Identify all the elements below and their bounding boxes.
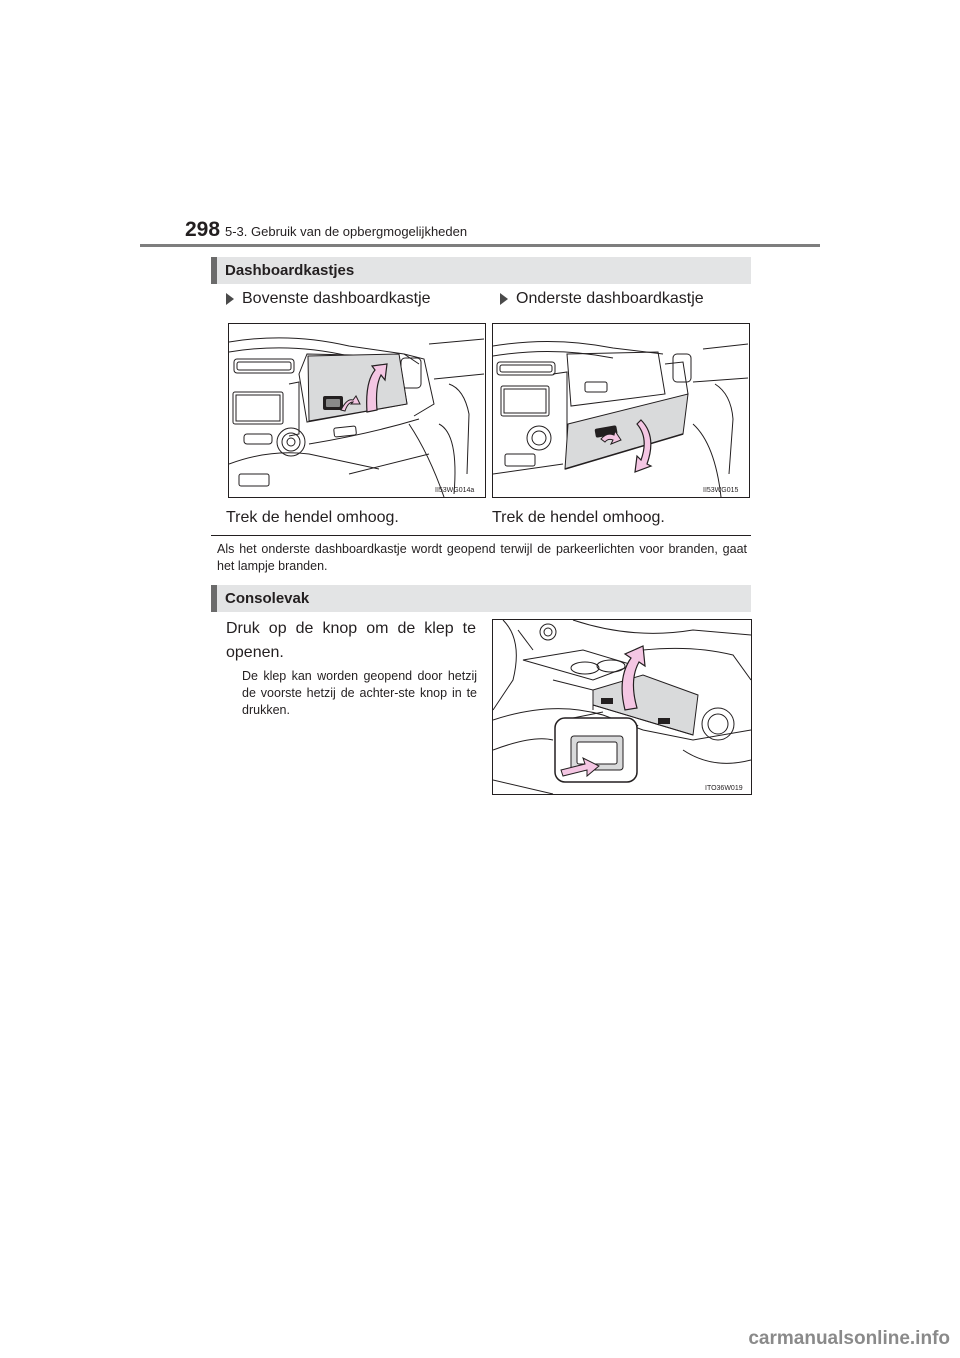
figure-upper-glovebox <box>228 323 486 498</box>
figure-lower-glovebox <box>492 323 750 498</box>
caption-lower: Trek de hendel omhoog. <box>492 509 665 526</box>
bullet-triangle-icon <box>500 293 508 305</box>
upper-glovebox-illustration <box>229 324 485 497</box>
page-number: 298 <box>185 218 221 241</box>
caption-upper: Trek de hendel omhoog. <box>226 509 399 526</box>
section-bar-accent <box>211 257 217 284</box>
figure-code: ITO36W019 <box>705 785 743 792</box>
section-title: Dashboardkastjes <box>225 262 355 279</box>
bullet-label: Onderste dashboardkastje <box>516 290 704 307</box>
lower-glovebox-illustration <box>493 324 749 497</box>
header-rule <box>140 244 820 247</box>
section-title: Consolevak <box>225 590 310 607</box>
note-divider <box>211 535 751 536</box>
figure-console-box <box>492 619 752 795</box>
section-bar-accent <box>211 585 217 612</box>
console-box-illustration <box>493 620 751 794</box>
section-bar-consolevak <box>211 585 751 612</box>
note-text: Als het onderste dashboardkastje wordt geopend terwijl de parkeerlichten voor branden, gaat het lampje branden. <box>217 542 747 573</box>
bullet-label: Bovenste dashboardkastje <box>242 290 431 307</box>
section-bar-dashboardkastjes <box>211 257 751 284</box>
figure-code: II53WG015 <box>703 487 739 494</box>
bullet-triangle-icon <box>226 293 234 305</box>
bullet-lower-glovebox <box>500 290 704 308</box>
figure-code: II53WG014a <box>435 487 475 494</box>
console-instruction: Druk op de knop om de klep te openen. <box>226 620 476 661</box>
watermark: carmanualsonline.info <box>748 1328 950 1349</box>
section-header: 5-3. Gebruik van de opbergmogelijkheden <box>225 224 468 239</box>
console-detail: De klep kan worden geopend door hetzij de voorste hetzij de achter-ste knop in te drukken. <box>242 669 477 717</box>
bullet-upper-glovebox <box>226 290 431 308</box>
